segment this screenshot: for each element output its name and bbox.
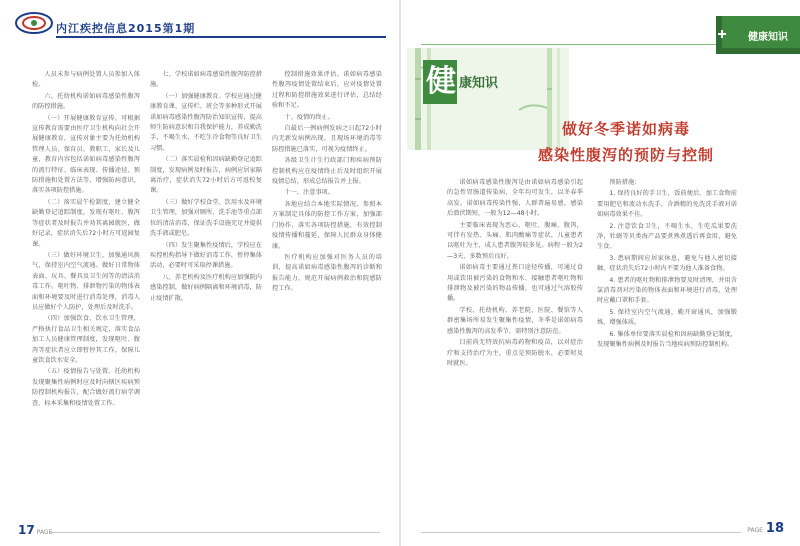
- page-number: [747, 521, 784, 536]
- paragraph: （三）做好学校食堂、饮用水及环境卫生管理，加强对厕所、洗手池等重点部位的清洁消毒，保证洗手设施充足并提供洗手液或肥皂。: [150, 198, 262, 238]
- page-label: PAGE: [36, 529, 53, 536]
- header-divider: [421, 44, 716, 45]
- paragraph: 6. 集体单位要落实晨检和因病缺勤登记制度，发现聚集性病例及时报告当地疾病预防控制机构。: [597, 330, 737, 349]
- paragraph: 十、疫情的终止。: [284, 113, 334, 121]
- banner-initial: 健: [426, 64, 456, 99]
- paragraph: 目前尚无特效抗病毒药物和疫苗，以对症治疗和支持治疗为主，重点是预防脱水，必要时及时就医。: [447, 339, 583, 367]
- column-banner: [423, 60, 543, 108]
- page-number: [18, 523, 52, 537]
- paragraph: 人员未参与病例处置人员参加入体检。: [32, 71, 140, 89]
- paragraph: （四）加强饮食、饮水卫生管理，严格执行食品卫生相关规定，落实食品加工人员健康管理制度，发现呕吐、腹泻等症状者应立即暂停其工作，保障儿童饮食饮水安全。: [32, 315, 140, 364]
- paragraph: 诺如病毒主要通过粪口途径传播，可通过食用或饮用被污染的食物和水、接触患者呕吐物和排泄物及被污染的物品传播，也可通过气溶胶传播。: [447, 264, 583, 303]
- cdc-logo-icon: [14, 10, 54, 36]
- section-tab-label: 健康知识: [748, 32, 788, 43]
- paragraph: 自最后一例病例发病之日起72小时内无新发病例出现，且现场环境消毒等防控措施已落实，可视为疫情终止。: [272, 125, 382, 153]
- magazine-title: 内江疾控信息2015第1期: [56, 22, 196, 35]
- paragraph: （二）落实晨午检制度，建立健全缺勤登记追踪制度，发现有呕吐、腹泻等症状者及时报告并劝其离园就医，做好记录，症状消失后72小时方可返园复课。: [32, 198, 140, 248]
- paragraph: 主要临床表现为恶心、呕吐、腹痛、腹泻，可伴有发热、头痛、肌肉酸痛等症状，儿童患者以呕吐为主，成人患者腹泻较多见。病程一般为2—3天，多数预后良好。: [447, 221, 583, 260]
- paragraph: 七、学校诺如病毒感染性腹泻防控措施。: [150, 71, 262, 89]
- paragraph: 2. 注意饮食卫生，不喝生水，生吃瓜果要洗净，牡蛎等贝类海产品要煮熟煮透后再食用，避免生食。: [597, 222, 737, 251]
- paragraph: （四）发生聚集性疫情后，学校应在疾控机构指导下做好消毒工作，暂停集体活动，必要时可采取停课措施。: [150, 241, 262, 270]
- page-number-value: 18: [765, 521, 784, 536]
- footer-divider: [421, 532, 741, 533]
- article-column-1: [32, 70, 140, 515]
- paragraph: 控制措施效果评估。诺如病毒感染性腹泻疫情处置结束后，应对疫情处置过程和防控措施效果进行评估，总结经验和不足。: [272, 71, 382, 110]
- paragraph: 1. 保持良好的手卫生，饭前便后、加工食物前要用肥皂和流动水洗手，含酒精的免洗洗手液对诺如病毒效果不佳。: [597, 190, 737, 219]
- paragraph: 各级卫生计生行政部门和疾病预防控制机构应在疫情终止后及时组织开展疫情总结，形成总结报告并上报。: [272, 157, 382, 186]
- page-number-value: 17: [18, 523, 35, 537]
- plus-icon: [718, 30, 726, 38]
- page-label: PAGE: [747, 527, 763, 534]
- article-column-2: [150, 70, 262, 515]
- paragraph: （一）开展健康教育宣传。可根据宣传教育需要由医疗卫生机构向社会开展健康教育，宣传对象主要为托幼机构管理人员、保育员、教职工、家长及儿童，教育内容包括诺如病毒感染性腹泻的流行特征、临床表现、传播途径、预防措施和处置方法等，增强防病意识，落实各项防控措施。: [32, 114, 140, 195]
- paragraph: 六、托幼机构诺如病毒感染性腹泻的防控措施。: [32, 92, 140, 111]
- paragraph: （二）落实晨检和因病缺勤登记追踪制度，发现病例及时报告，病例应居家隔离治疗，症状消失72小时后方可返校复课。: [150, 156, 262, 195]
- right-page: [401, 0, 800, 546]
- paragraph: 诺如病毒感染性腹泻是由诺如病毒感染引起的急性胃肠道传染病，全年均可发生，以冬春季高发。诺如病毒传染性强，人群普遍易感，感染后潜伏期短，一般为12—48小时。: [447, 179, 583, 218]
- header-divider: [56, 36, 386, 38]
- article-column-1: [447, 178, 583, 516]
- banner-title: 康知识: [459, 76, 499, 91]
- paragraph: 医疗机构应加强对医务人员的培训，提高诺如病毒感染性腹泻的诊断和报告能力，规范开展病例救治和院感防控工作。: [272, 253, 382, 293]
- footer-divider: [50, 532, 380, 533]
- article-column-2: [597, 178, 737, 516]
- paragraph: （一）加强健康教育。学校应通过健康教育课、宣传栏、班会等多种形式开展诺如病毒感染性腹泻防治知识宣传，提高师生防病意识和自我保护能力，养成勤洗手、不喝生水、不吃生冷食物等良好卫生习惯。: [150, 92, 262, 152]
- left-page: [0, 0, 399, 546]
- article-title-line-1: 做好冬季诺如病毒: [561, 120, 690, 138]
- paragraph: 5. 保持室内空气流通，勤开窗通风，加强锻炼，增强体质。: [597, 308, 737, 327]
- paragraph: 八、养老机构及医疗机构应加强院内感染控制，做好病例隔离和环境消毒，防止疫情扩散。: [150, 273, 262, 302]
- paragraph: 十一、注意事项。: [284, 189, 334, 197]
- paragraph: 各地应结合本地实际情况，参照本方案制定具体的防控工作方案，加强部门协作，落实各项防控措施，有效控制疫情传播和蔓延，保障人民群众身体健康。: [272, 200, 382, 250]
- paragraph: 3. 患病期间应居家休息，避免与他人密切接触，症状消失后72小时内不要为他人准备食物。: [597, 254, 737, 273]
- paragraph: （三）做好环境卫生，加强通风换气，保持室内空气流通。做好日常物体表面、玩具、餐具及卫生间等的清洁消毒工作。呕吐物、排泄物污染的物体表面和环境要及时进行消毒处理，消毒人员应做好个人防护，处理后及时洗手。: [32, 251, 140, 311]
- paragraph: （五）疫情报告与处置。托幼机构发现聚集性病例时应及时向辖区疾病预防控制机构报告，配合做好流行病学调查、标本采集和疫情处置工作。: [32, 368, 140, 407]
- paragraph: 4. 患者的呕吐物和排泄物要及时清理，并用含氯消毒剂对污染的物体表面和环境进行消毒，处理时应戴口罩和手套。: [597, 276, 737, 305]
- paragraph: 学校、托幼机构、养老院、医院、餐馆等人群密集场所易发生聚集性疫情，冬季是诺如病毒感染性腹泻的高发季节，需特别注意防范。: [447, 306, 583, 335]
- article-column-3: [272, 70, 382, 515]
- article-title-line-2: 感染性腹泻的预防与控制: [537, 146, 714, 164]
- page-header: [6, 6, 396, 40]
- paragraph: 预防措施：: [609, 179, 641, 186]
